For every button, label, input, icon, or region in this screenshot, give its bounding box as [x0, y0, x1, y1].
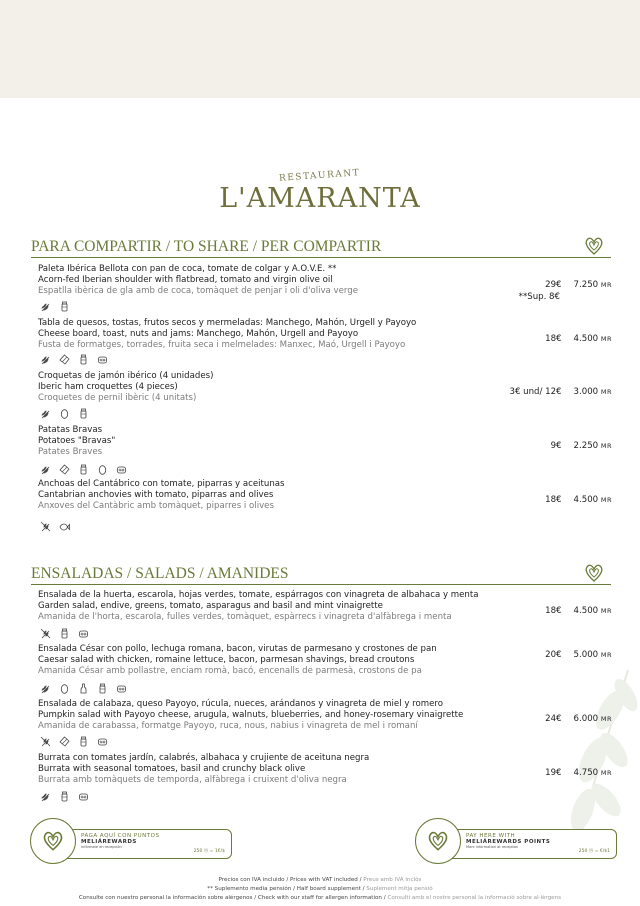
- footer-text-ca: Preus amb IVA inclòs: [363, 877, 422, 883]
- section-divider: [31, 257, 611, 258]
- price-points: 5.000: [573, 650, 599, 660]
- points-unit: MR: [600, 335, 612, 343]
- menu-item: [38, 318, 613, 351]
- item-name-en: Cheese board, toast, nuts and jams: Manchego, Mahón, Urgell and Payoyo: [38, 329, 359, 339]
- wheat-icon: [40, 354, 51, 365]
- menu-item: [38, 644, 613, 677]
- badge-line2: MELIÁREWARDS POINTS: [466, 839, 551, 845]
- footer-text-ca: Consulti amb el nostre personal la informació sobre al·lèrgens: [387, 895, 562, 901]
- egg-icon: [59, 408, 70, 419]
- item-name-ca: Fusta de formatges, torrades, fruita seca i melmelades: Manxec, Maó, Urgell i Payoyo: [38, 340, 406, 350]
- item-price: [545, 714, 612, 724]
- badge-line1: PAGA AQUÍ CON PUNTOS: [81, 833, 160, 839]
- allergen-icons: [40, 736, 108, 747]
- item-price: [545, 495, 612, 505]
- price-points: 6.000: [573, 714, 599, 724]
- item-name-es: Patatas Bravas: [38, 425, 103, 435]
- price-euro: 3€ und/ 12€: [509, 387, 562, 397]
- price-points: 4.500: [573, 495, 599, 505]
- price-points: 4.750: [573, 768, 599, 778]
- section-title: PARA COMPARTIR / TO SHARE / PER COMPARTIR: [31, 238, 382, 255]
- footer-text: Consulte con nuestro personal la información sobre alérgenos / Check with our staff for allergen information /: [78, 895, 388, 901]
- allergen-icons: [40, 628, 89, 639]
- price-points: 4.500: [573, 334, 599, 344]
- jar-icon: [78, 464, 89, 475]
- item-name-en: Burrata with seasonal tomatoes, basil and crunchy black olive: [38, 764, 306, 774]
- price-points: 2.250: [573, 441, 599, 451]
- item-name-en: Acorn-fed Iberian shoulder with flatbread, tomato and virgin olive oil: [38, 275, 333, 285]
- item-price: [545, 280, 612, 290]
- milk-icon: [97, 354, 108, 365]
- milk-icon: [78, 791, 89, 802]
- item-name-en: Caesar salad with chicken, romaine lettuce, bacon, parmesan shavings, bread croutons: [38, 655, 415, 665]
- top-band: [0, 0, 640, 98]
- allergen-icons: [40, 301, 70, 312]
- jar-icon: [59, 791, 70, 802]
- no-gluten-icon: [40, 736, 51, 747]
- price-euro: 19€: [545, 768, 562, 778]
- footer-text-ca: Suplement mitja pensió: [366, 886, 433, 892]
- price-euro: 20€: [545, 650, 562, 660]
- item-name-en: Potatoes "Bravas": [38, 436, 116, 446]
- item-name-en: Iberic ham croquettes (4 pieces): [38, 382, 178, 392]
- footer-vat: [0, 877, 640, 883]
- allergen-icons: [40, 521, 70, 532]
- melia-circle: [30, 818, 76, 864]
- badge-line3: Infórmate en recepción: [81, 845, 122, 849]
- milk-icon: [116, 683, 127, 694]
- egg-icon: [97, 464, 108, 475]
- item-name-es: Anchoas del Cantábrico con tomate, piparras y aceitunas: [38, 479, 285, 489]
- points-unit: MR: [600, 715, 612, 723]
- item-price: [545, 606, 612, 616]
- points-unit: MR: [600, 496, 612, 504]
- price-points: 3.000: [573, 387, 599, 397]
- wheat-icon: [40, 791, 51, 802]
- allergen-icons: [40, 408, 89, 419]
- price-euro: 24€: [545, 714, 562, 724]
- jar-icon: [78, 736, 89, 747]
- item-name-ca: Espatlla ibèrica de gla amb de coca, tomàquet de penjar i oli d'oliva verge: [38, 286, 359, 296]
- badge-rate: 250 ⓜ = €/$1: [578, 849, 610, 854]
- footer-text: Precios con IVA incluido / Prices with VAT included /: [218, 877, 364, 883]
- points-unit: MR: [600, 607, 612, 615]
- logo-name: L'AMARANTA: [219, 183, 421, 214]
- item-price: [509, 387, 612, 397]
- milk-icon: [78, 628, 89, 639]
- item-name-ca: Amanida de l'horta, escarola, fulles verdes, tomàquet, espàrrecs i vinagreta d'alfàbrega i menta: [38, 612, 452, 622]
- points-unit: MR: [600, 388, 612, 396]
- item-name-es: Ensalada de calabaza, queso Payoyo, rúcula, nueces, arándanos y vinagreta de miel y romero: [38, 699, 444, 709]
- price-points: 4.500: [573, 606, 599, 616]
- item-name-ca: Burrata amb tomàquets de temporda, alfàbrega i cruixent d'oliva negra: [38, 775, 347, 785]
- logo-small-text: RESTAURANT: [279, 168, 361, 184]
- points-unit: MR: [600, 442, 612, 450]
- menu-item: [38, 699, 613, 732]
- badge-line3: More information at reception: [466, 845, 519, 849]
- price-euro: 9€: [550, 441, 562, 451]
- price-euro: 18€: [545, 334, 562, 344]
- item-price: [551, 441, 612, 451]
- bottle-icon: [78, 683, 89, 694]
- item-price: [545, 650, 612, 660]
- jar-icon: [78, 354, 89, 365]
- footer-allergens: [0, 895, 640, 901]
- melia-heart-icon: [583, 235, 605, 257]
- no-gluten-icon: [40, 521, 51, 532]
- allergen-icons: [40, 354, 108, 365]
- no-gluten-icon: [40, 628, 51, 639]
- wheat-icon: [40, 408, 51, 419]
- item-name-ca: Amanida de carabassa, formatge Payoyo, ruca, nous, nabius i vinagreta de mel i romaní: [38, 721, 418, 731]
- jar-icon: [59, 628, 70, 639]
- item-name-es: Paleta Ibérica Bellota con pan de coca, tomate de colgar y A.O.V.E. **: [38, 264, 337, 274]
- section-salads: [31, 565, 611, 583]
- badge-line1: PAY HERE WITH: [466, 833, 516, 839]
- item-name-es: Ensalada de la huerta, escarola, hojas verdes, tomate, espárragos con vinagreta de albahaca y menta: [38, 590, 479, 600]
- jar-icon: [59, 301, 70, 312]
- price-euro: 29€: [545, 280, 562, 290]
- menu-item: [38, 590, 613, 623]
- item-name-en: Cantabrian anchovies with tomato, piparras and olives: [38, 490, 274, 500]
- footer-text: ** Suplemento media pensión / Half board supplement /: [207, 886, 367, 892]
- milk-icon: [97, 736, 108, 747]
- nut-icon: [59, 736, 70, 747]
- egg-icon: [59, 683, 70, 694]
- item-name-es: Ensalada César con pollo, lechuga romana, bacon, virutas de parmesano y crostones de pan: [38, 644, 437, 654]
- melia-heart-icon: [426, 829, 450, 853]
- nut-icon: [59, 354, 70, 365]
- menu-item: [38, 425, 613, 458]
- milk-icon: [116, 464, 127, 475]
- nut-icon: [59, 464, 70, 475]
- wheat-icon: [40, 683, 51, 694]
- item-name-ca: Croquetes de pernil ibèric (4 unitats): [38, 393, 197, 403]
- item-name-ca: Anxoves del Cantàbric amb tomàquet, piparres i olives: [38, 501, 274, 511]
- menu-item: [38, 753, 613, 786]
- footer-supplement: [0, 886, 640, 892]
- restaurant-logo: [0, 163, 640, 214]
- section-title: ENSALADAS / SALADS / AMANIDES: [31, 565, 289, 582]
- item-name-es: Burrata con tomates jardín, calabrés, albahaca y crujiente de aceituna negra: [38, 753, 370, 763]
- badge-line2: MELIÁREWARDS: [81, 839, 137, 845]
- points-unit: MR: [600, 281, 612, 289]
- price-euro: 18€: [545, 606, 562, 616]
- melia-circle: [415, 818, 461, 864]
- decorative-leaf-branch: [548, 650, 640, 850]
- price-euro: 18€: [545, 495, 562, 505]
- wheat-icon: [40, 301, 51, 312]
- jar-icon: [78, 408, 89, 419]
- item-name-es: Croquetas de jamón ibérico (4 unidades): [38, 371, 214, 381]
- price-points: 7.250: [573, 280, 599, 290]
- allergen-icons: [40, 683, 127, 694]
- wheat-icon: [40, 464, 51, 475]
- item-name-es: Tabla de quesos, tostas, frutos secos y mermeladas: Manchego, Mahón, Urgell y Payoyo: [38, 318, 417, 328]
- rewards-box: [445, 829, 617, 859]
- melia-heart-icon: [41, 829, 65, 853]
- fish-icon: [59, 521, 70, 532]
- section-to-share: [31, 238, 611, 256]
- item-price: [545, 768, 612, 778]
- points-unit: MR: [600, 769, 612, 777]
- menu-item: [38, 479, 613, 512]
- item-name-en: Garden salad, endive, greens, tomato, asparagus and basil and mint vinaigrette: [38, 601, 383, 611]
- allergen-icons: [40, 464, 127, 475]
- jar-icon: [97, 683, 108, 694]
- badge-rate: 250 ⓜ = 1€/$: [193, 849, 225, 854]
- rewards-box: [60, 829, 232, 859]
- item-price: [545, 334, 612, 344]
- allergen-icons: [40, 791, 89, 802]
- item-name-ca: Patates Braves: [38, 447, 103, 457]
- melia-heart-icon: [583, 562, 605, 584]
- section-divider: [31, 584, 611, 585]
- points-unit: MR: [600, 651, 612, 659]
- item-name-ca: Amanida César amb pollastre, enciam romà, bacó, encenalls de parmesà, crostons de pa: [38, 666, 422, 676]
- item-name-en: Pumpkin salad with Payoyo cheese, arugula, walnuts, blueberries, and honey-rosemary vinaigrette: [38, 710, 464, 720]
- supplement-note: **Sup. 8€: [518, 292, 560, 302]
